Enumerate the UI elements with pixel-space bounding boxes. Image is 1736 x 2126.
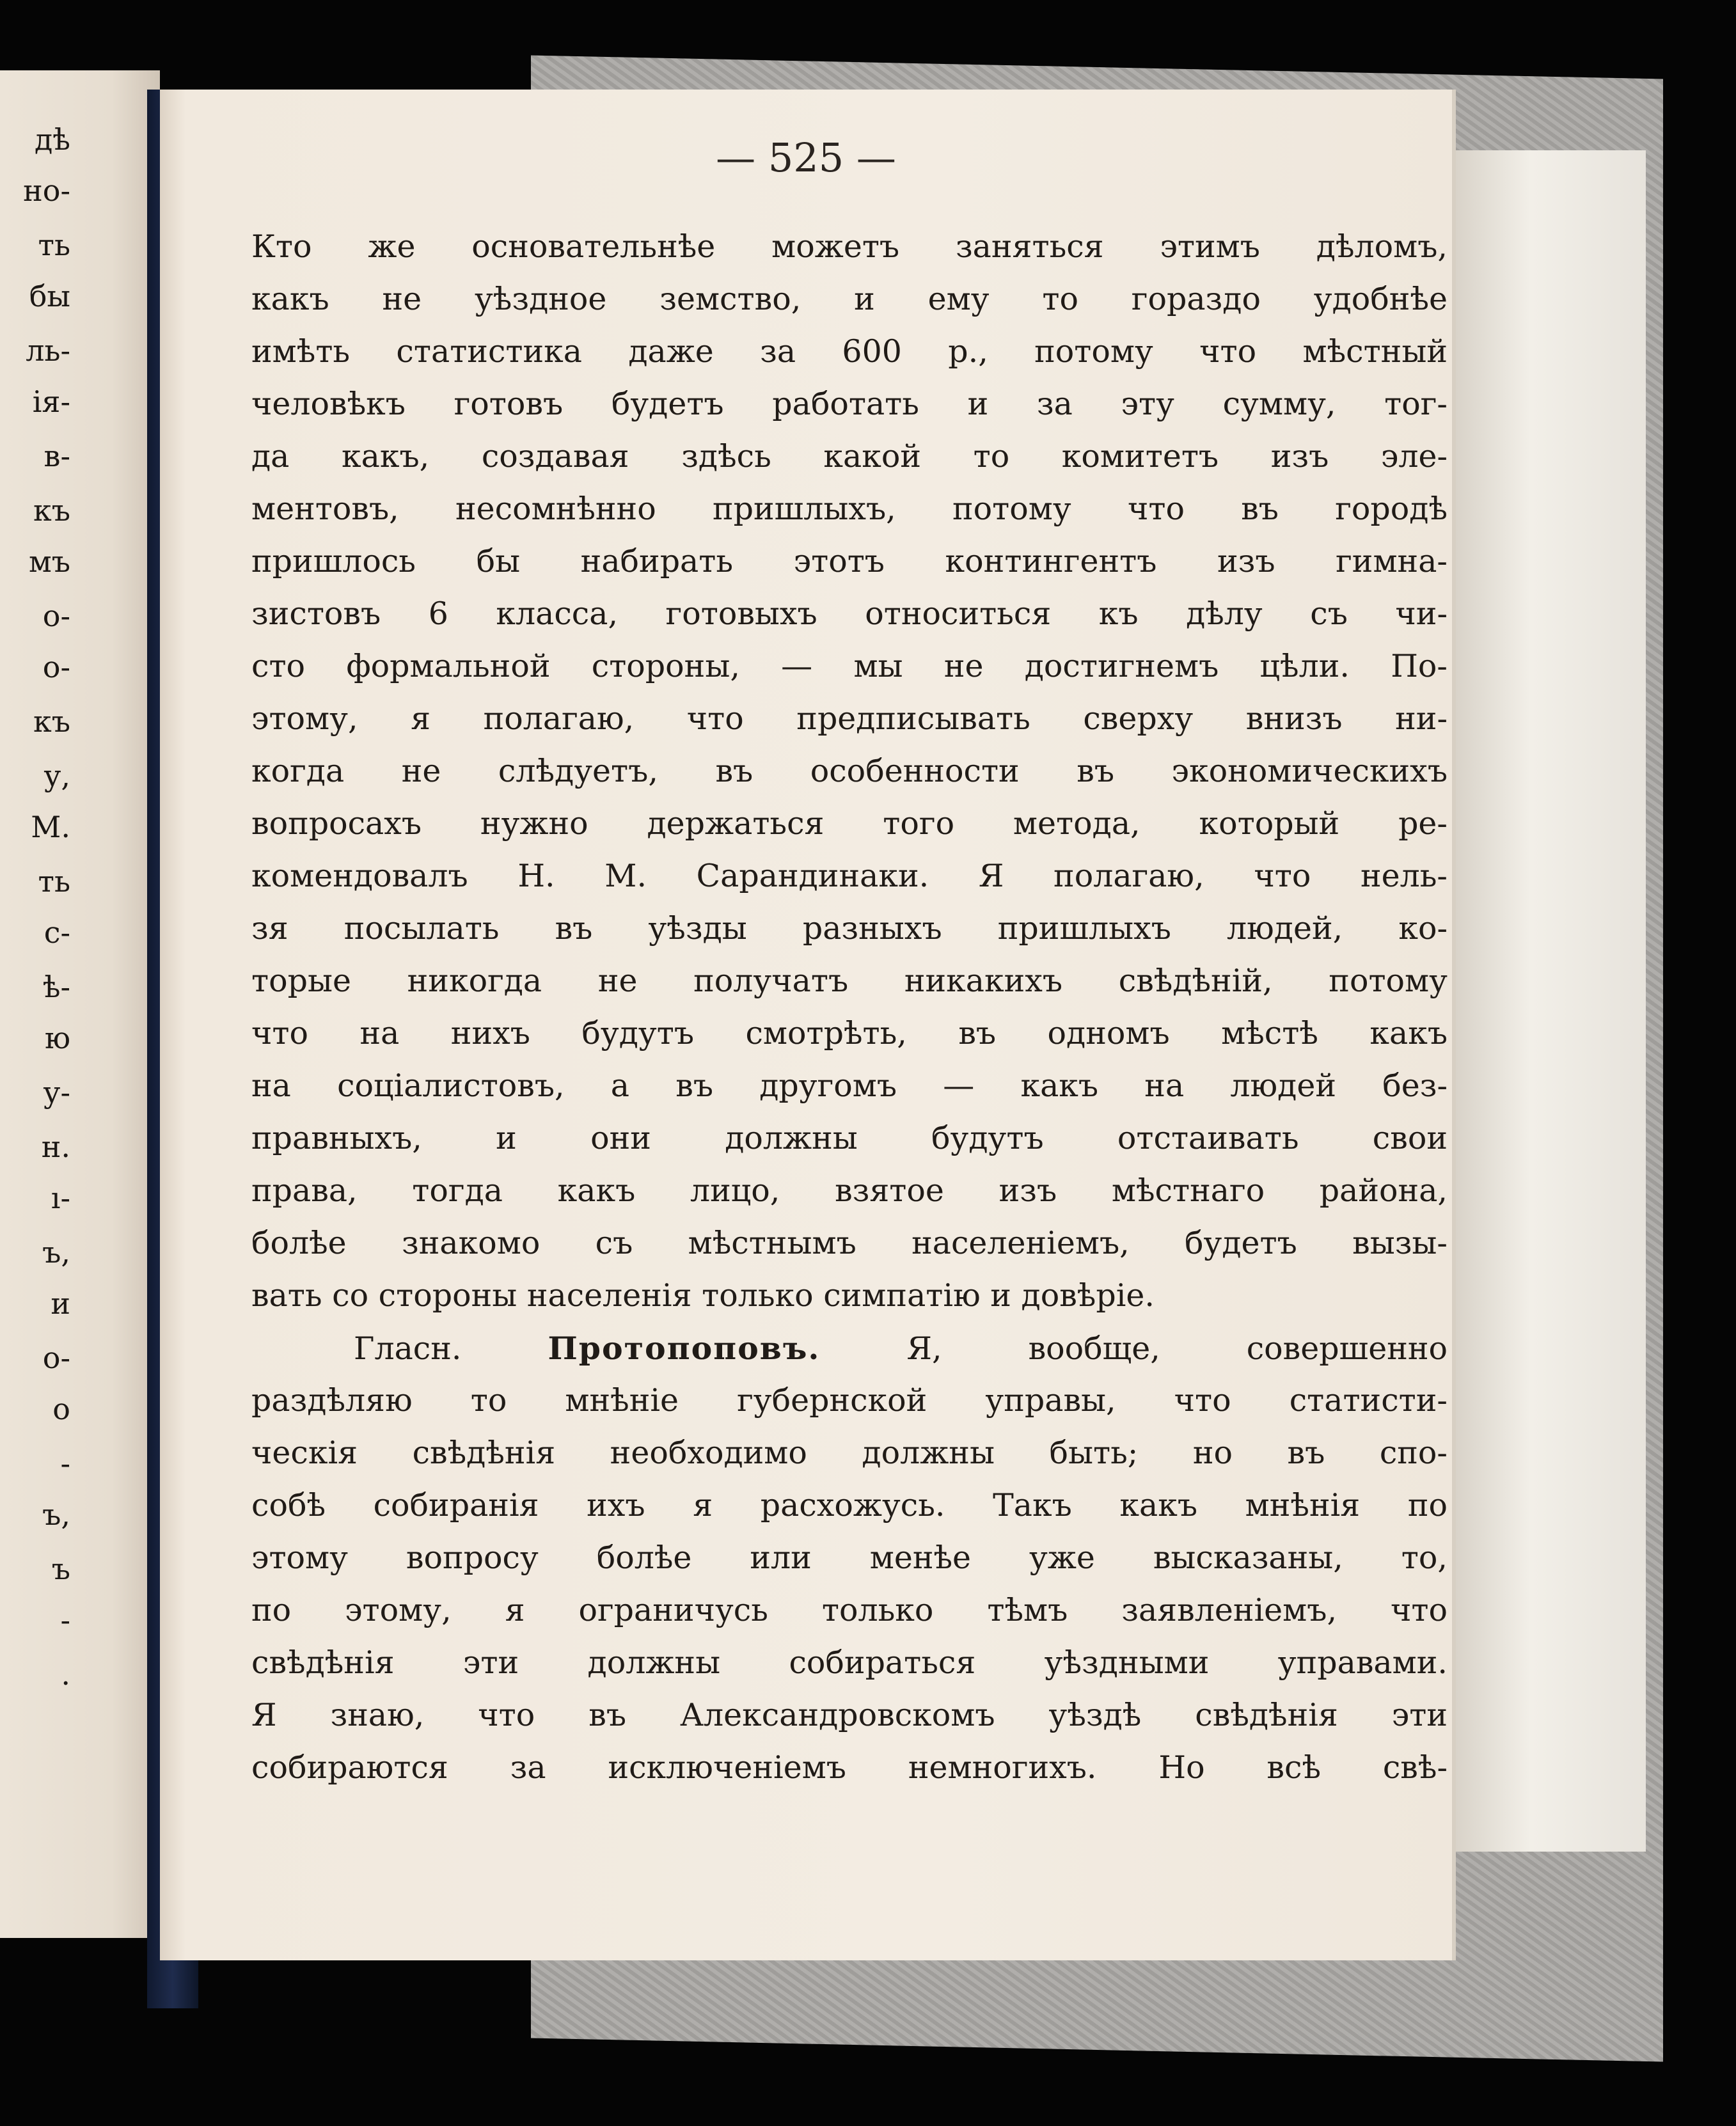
- text-line: права, тогда какъ лицо, взятое изъ мѣстнаго района,: [251, 1172, 1448, 1209]
- left-page-fragment: ъ,: [42, 1235, 70, 1270]
- page-number: — 525 —: [716, 134, 896, 181]
- text-line: вать со стороны населенія только симпатію и довѣріе.: [251, 1277, 1155, 1314]
- text-line: собираются за исключеніемъ немногихъ. Но всѣ свѣ-: [251, 1749, 1448, 1786]
- text-line: что на нихъ будутъ смотрѣть, въ одномъ мѣстѣ какъ: [251, 1015, 1448, 1051]
- left-page-fragment: ѣ-: [42, 970, 70, 1004]
- body-paragraph: [251, 221, 1448, 1322]
- text-line: этому, я полагаю, что предписывать сверху внизъ ни-: [251, 700, 1448, 737]
- left-page: [0, 70, 160, 1938]
- text-line: зистовъ 6 класса, готовыхъ относиться къ дѣлу съ чи-: [251, 595, 1448, 632]
- left-page-fragment: ія-: [32, 384, 70, 419]
- text-line: какъ не уѣздное земство, и ему то гораздо удобнѣе: [251, 281, 1448, 317]
- left-page-fragment: но-: [23, 173, 70, 208]
- left-page-fragment: ъ,: [42, 1497, 70, 1532]
- left-page-fragment: о-: [42, 599, 70, 633]
- text-line: Кто же основательнѣе можетъ заняться этимъ дѣломъ,: [251, 228, 1448, 265]
- text-line: Я знаю, что въ Александровскомъ уѣздѣ свѣдѣнія эти: [251, 1697, 1448, 1733]
- left-page-fragment: къ: [33, 493, 70, 528]
- text-line: комендовалъ Н. М. Сарандинаки. Я полагаю, что нель-: [251, 858, 1448, 894]
- speaker-prefix: Гласн.: [354, 1330, 462, 1367]
- speech-opening: Я, вообще, совершенно: [906, 1330, 1448, 1367]
- left-page-fragment: с-: [43, 915, 70, 950]
- left-page-fragment: дѣ: [34, 122, 70, 157]
- text-line: болѣе знакомо съ мѣстнымъ населеніемъ, будетъ вызы-: [251, 1225, 1448, 1261]
- left-page-fragment: о-: [42, 1341, 70, 1375]
- left-page-fragment: бы: [29, 279, 70, 313]
- text-line: торые никогда не получатъ никакихъ свѣдѣній, потому: [251, 963, 1448, 999]
- text-line: когда не слѣдуетъ, въ особенности въ экономическихъ: [251, 753, 1448, 789]
- left-page-fragment: ъ: [51, 1552, 70, 1586]
- text-line: сто формальной стороны, — мы не достигнемъ цѣли. По-: [251, 648, 1448, 684]
- left-page-fragment: мъ: [28, 544, 70, 579]
- left-page-fragment: н.: [41, 1130, 70, 1164]
- left-page-fragment: о: [52, 1392, 70, 1426]
- speaker-name: Протопоповъ.: [548, 1330, 821, 1367]
- right-page: [160, 90, 1452, 1960]
- left-page-fragment: о-: [42, 650, 70, 684]
- left-page-fragment: -: [60, 1603, 70, 1637]
- text-line: на соціалистовъ, а въ другомъ — какъ на людей без-: [251, 1067, 1448, 1104]
- text-line: собѣ собиранія ихъ я расхожусь. Такъ какъ мнѣнія по: [251, 1487, 1448, 1524]
- text-line: ментовъ, несомнѣнно пришлыхъ, потому что въ городѣ: [251, 491, 1448, 527]
- text-line: свѣдѣнія эти должны собираться уѣздными управами.: [251, 1644, 1448, 1681]
- text-line: по этому, я ограничусь только тѣмъ заявленіемъ, что: [251, 1592, 1448, 1628]
- speech-first-line: [251, 1322, 1448, 1374]
- text-line: зя посылать въ уѣзды разныхъ пришлыхъ людей, ко-: [251, 910, 1448, 947]
- text-line: вопросахъ нужно держаться того метода, который ре-: [251, 805, 1448, 842]
- left-page-fragment: ть: [38, 864, 70, 899]
- left-page-fragment: в-: [43, 439, 70, 473]
- left-page-fragment: .: [61, 1657, 70, 1692]
- text-line: да какъ, создавая здѣсь какой то комитетъ изъ эле-: [251, 438, 1448, 475]
- left-page-fragment: ı-: [51, 1181, 70, 1215]
- left-page-fragment: ю: [44, 1021, 70, 1055]
- text-line: ческія свѣдѣнія необходимо должны быть; но въ спо-: [251, 1435, 1448, 1471]
- left-page-fragment: М.: [31, 810, 70, 844]
- left-page-fragment: -: [60, 1446, 70, 1481]
- left-page-fragment: къ: [33, 704, 70, 739]
- page-text: [251, 221, 1448, 1794]
- text-line: правныхъ, и они должны будутъ отстаивать свои: [251, 1120, 1448, 1156]
- left-page-fragment: ль-: [26, 333, 70, 368]
- text-line: имѣть статистика даже за 600 р., потому что мѣстный: [251, 333, 1448, 370]
- left-page-fragment: у,: [43, 759, 70, 793]
- text-line: этому вопросу болѣе или менѣе уже высказаны, то,: [251, 1539, 1448, 1576]
- page-edges: [1452, 150, 1646, 1852]
- text-line: пришлось бы набирать этотъ контингентъ изъ гимна-: [251, 543, 1448, 579]
- text-line: человѣкъ готовъ будетъ работать и за эту сумму, тог-: [251, 386, 1448, 422]
- speech-paragraph: [251, 1374, 1448, 1794]
- left-page-fragment: ть: [38, 228, 70, 262]
- text-line: раздѣляю то мнѣніе губернской управы, что статисти-: [251, 1382, 1448, 1419]
- left-page-fragment: и: [51, 1286, 70, 1321]
- left-page-fragment: у-: [43, 1075, 70, 1110]
